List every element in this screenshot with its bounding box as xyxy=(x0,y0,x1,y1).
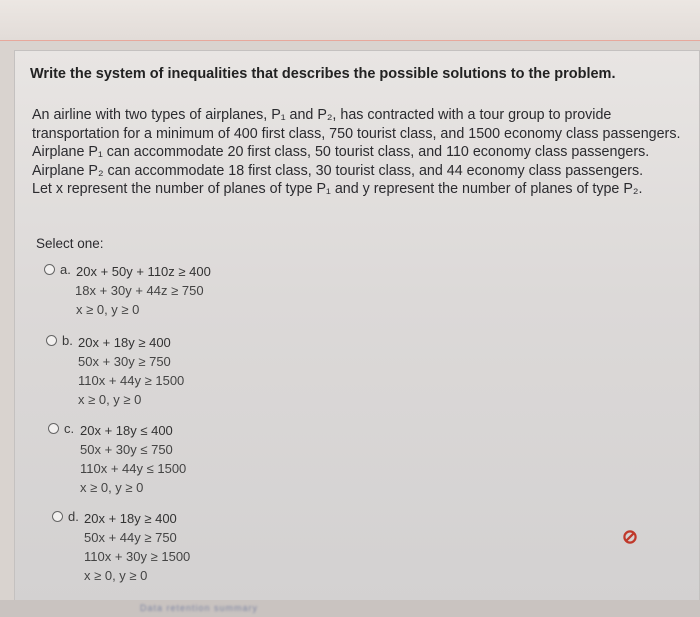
option-line: 18x + 30y + 44z ≥ 750 xyxy=(75,283,204,298)
option-letter: d. xyxy=(68,509,79,524)
option-line: 110x + 44y ≤ 1500 xyxy=(80,461,187,476)
problem-line: Airplane P₁ can accommodate 20 first class, 50 tourist class, and 110 economy class passengers. xyxy=(32,144,650,160)
option-letter: b. xyxy=(62,333,73,348)
option-line: x ≥ 0, y ≥ 0 xyxy=(80,480,144,495)
option-d[interactable] xyxy=(52,509,190,585)
option-line: 20x + 18y ≤ 400 xyxy=(80,423,173,438)
footer-band xyxy=(0,600,700,617)
problem-line: transportation for a minimum of 400 first class, 750 tourist class, and 1500 economy class passengers. xyxy=(32,125,681,142)
incorrect-icon xyxy=(623,530,637,544)
option-line: 110x + 30y ≥ 1500 xyxy=(84,549,191,564)
option-line: 20x + 18y ≥ 400 xyxy=(78,335,171,350)
problem-line: An airline with two types of airplanes, P₁ and P₂, has contracted with a tour group to provide xyxy=(32,107,612,123)
radio-button-b[interactable] xyxy=(46,335,57,346)
data-retention-link[interactable]: Data retention summary xyxy=(140,603,259,613)
option-line: 50x + 44y ≥ 750 xyxy=(84,530,177,545)
problem-line: Airplane P₂ can accommodate 18 first class, 30 tourist class, and 44 economy class passengers. xyxy=(32,162,644,179)
problem-statement xyxy=(32,106,697,199)
question-title: Write the system of inequalities that describes the possible solutions to the problem. xyxy=(30,66,616,82)
option-line: 20x + 18y ≥ 400 xyxy=(84,511,177,526)
option-c[interactable] xyxy=(48,421,186,497)
option-letter: c. xyxy=(64,421,75,436)
radio-button-d[interactable] xyxy=(52,511,63,522)
select-one-label: Select one: xyxy=(36,236,104,251)
top-band xyxy=(0,0,700,41)
option-line: 50x + 30y ≤ 750 xyxy=(80,442,173,457)
option-line: 20x + 50y + 110z ≥ 400 xyxy=(76,264,211,279)
problem-line: Let x represent the number of planes of type P₁ and y represent the number of planes of type P₂. xyxy=(32,181,643,197)
option-line: 50x + 30y ≥ 750 xyxy=(78,354,171,369)
option-line: x ≥ 0, y ≥ 0 xyxy=(78,392,142,407)
option-line: 110x + 44y ≥ 1500 xyxy=(78,373,185,388)
radio-button-c[interactable] xyxy=(48,423,59,434)
radio-button-a[interactable] xyxy=(44,264,55,275)
option-line: x ≥ 0, y ≥ 0 xyxy=(84,568,148,583)
option-a[interactable] xyxy=(44,262,211,319)
option-b[interactable] xyxy=(46,333,184,409)
option-letter: a. xyxy=(60,262,71,277)
option-line: x ≥ 0, y ≥ 0 xyxy=(76,302,140,317)
